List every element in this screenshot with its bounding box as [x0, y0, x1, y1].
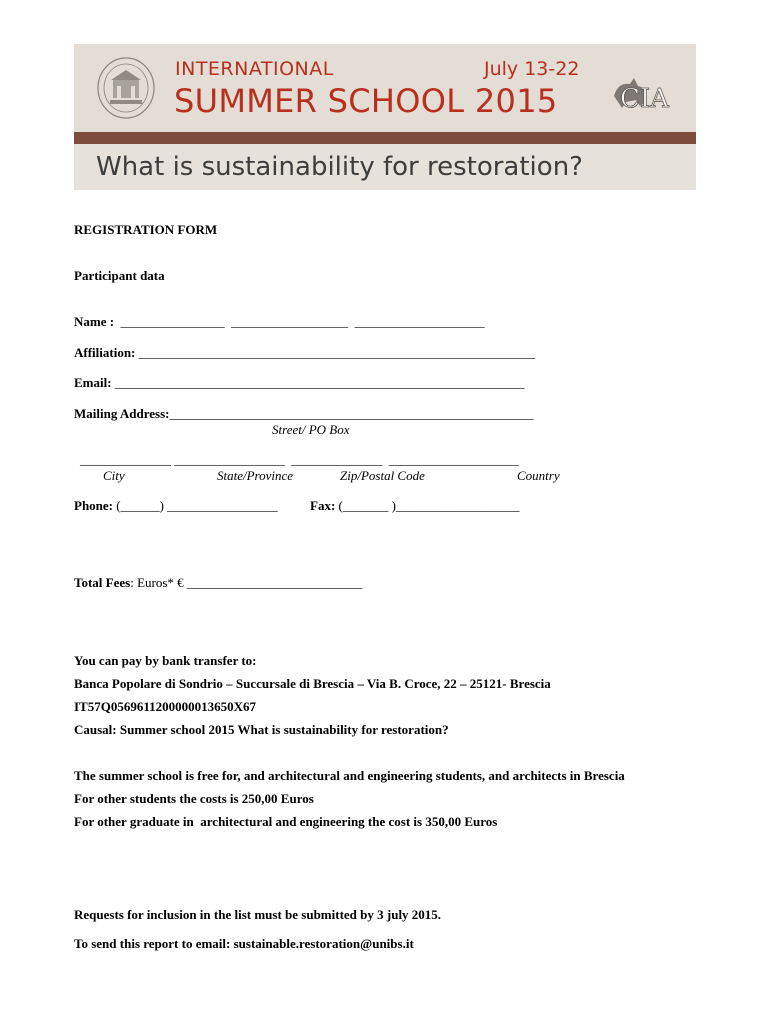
mailing-label: Mailing Address:	[74, 406, 170, 421]
cost-graduates-note: For other graduate in architectural and engineering the cost is 350,00 Euros	[74, 814, 498, 829]
email-blanks: _______________________________________________________________	[111, 375, 525, 390]
form-heading: REGISTRATION FORM	[74, 222, 218, 237]
city-caption: City	[103, 468, 125, 483]
cia-logo-icon	[606, 74, 674, 112]
address-blanks[interactable]: ______________ _________________ ______________ ____________________	[80, 452, 519, 467]
name-blanks: ________________ __________________ ____________________	[120, 314, 485, 329]
banner-title: SUMMER SCHOOL 2015	[174, 82, 558, 120]
fees-value: : Euros* € ___________________________	[130, 575, 363, 590]
payment-heading: You can pay by bank transfer to:	[74, 653, 257, 668]
street-caption: Street/ PO Box	[272, 422, 350, 437]
fax-field[interactable]	[310, 498, 519, 514]
iban: IT57Q0569611200000013650X67	[74, 699, 257, 714]
affiliation-blanks: _____________________________________________________________	[135, 345, 536, 360]
fax-blanks: (_______ )___________________	[335, 498, 520, 513]
affiliation-field[interactable]	[74, 345, 535, 361]
state-caption: State/Province	[217, 468, 294, 483]
university-seal-icon	[96, 56, 156, 120]
phone-label: Phone:	[74, 498, 113, 513]
cost-free-note: The summer school is free for, and architectural and engineering students, and architects in Brescia	[74, 768, 625, 783]
affiliation-label: Affiliation:	[74, 345, 136, 360]
banner-subtitle: What is sustainability for restoration?	[96, 152, 583, 182]
name-field[interactable]	[74, 314, 485, 330]
banner-stripe	[74, 132, 696, 144]
svg-text:CIA: CIA	[620, 84, 669, 112]
email-instructions: To send this report to email: sustainable.restoration@unibs.it	[74, 936, 414, 951]
fees-label: Total Fees	[74, 575, 131, 590]
banner-dates: July 13-22	[484, 58, 580, 80]
fax-label: Fax:	[310, 498, 336, 513]
bank-details: Banca Popolare di Sondrio – Succursale di Brescia – Via B. Croce, 22 – 25121- Brescia	[74, 676, 551, 691]
phone-blanks: (______) _________________	[113, 498, 278, 513]
header-banner	[74, 44, 696, 190]
country-caption: Country	[517, 468, 560, 483]
banner-international: INTERNATIONAL	[175, 58, 334, 80]
email-field[interactable]	[74, 375, 524, 391]
deadline-note: Requests for inclusion in the list must be submitted by 3 july 2015.	[74, 907, 442, 922]
name-label: Name :	[74, 314, 115, 329]
total-fees-field[interactable]	[74, 575, 362, 591]
section-heading: Participant data	[74, 268, 165, 283]
payment-causal: Causal: Summer school 2015 What is sustainability for restoration?	[74, 722, 449, 737]
email-label: Email:	[74, 375, 112, 390]
mailing-address-field[interactable]	[74, 406, 533, 422]
cost-students-note: For other students the costs is 250,00 Euros	[74, 791, 314, 806]
phone-field[interactable]	[74, 498, 278, 514]
zip-caption: Zip/Postal Code	[340, 468, 425, 483]
mailing-blanks: ________________________________________________________	[169, 406, 534, 421]
